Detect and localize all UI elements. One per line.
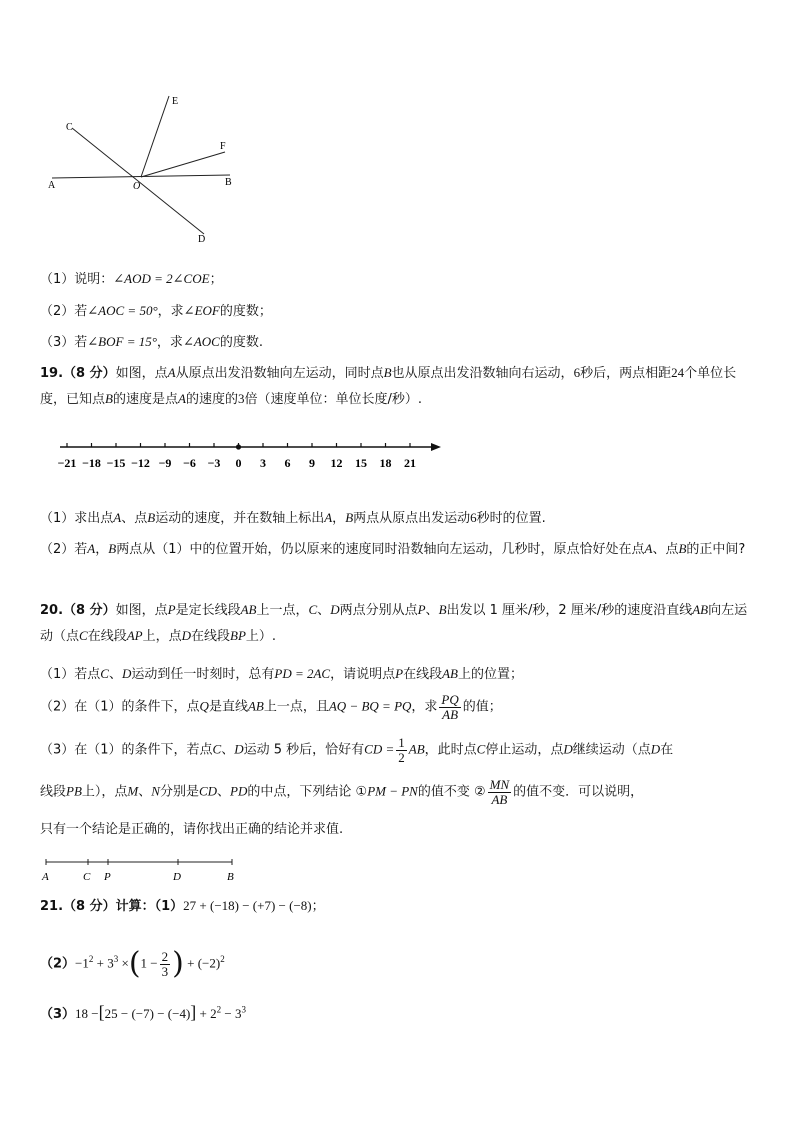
- tick-label: −21: [57, 456, 77, 470]
- q19-part2: （2）若A，B两点从（1）中的位置开始，仍以原来的速度同时沿数轴向左运动，几秒时，原点恰好处在点A、点B的正中间?: [40, 541, 746, 557]
- fraction-pq-ab: $\frac{PQ}{AB}$: [441, 692, 459, 722]
- q19-stem: 19.（8 分）如图，点A从原点出发沿数轴向左运动，同时点B也从原点出发沿数轴向右运动，6秒后，两点相距24个单位长度，已知点B的速度是点A的速度的3倍（速度单位：单位长度/秒）.: [40, 365, 737, 407]
- ray-of: [141, 152, 225, 177]
- fraction-two-thirds: $\frac{2}{3}$: [161, 948, 169, 979]
- seg-label-d: D: [173, 871, 181, 883]
- tick-label: 9: [309, 456, 315, 470]
- tick-label: −12: [131, 456, 150, 470]
- q20-part2: （2）在（1）的条件下，点Q是直线AB上一点，且AQ − BQ = PQ，求 $\frac{PQ}{AB}$ 的值；: [40, 692, 502, 722]
- seg-label-a: A: [42, 871, 49, 883]
- tick-label: −6: [183, 456, 196, 470]
- tick-label: 18: [379, 456, 392, 470]
- fraction-mn-ab: $\frac{MN}{AB}$: [489, 777, 510, 807]
- q21-part1: 21.（8 分）计算：（1）27 + (−18) − (+7) − (−8)；: [40, 898, 325, 914]
- q20-part3-line3: 只有一个结论是正确的，请你找出正确的结论并求值.: [40, 822, 344, 837]
- tick-label: 3: [260, 456, 266, 470]
- q20-part3-line2: 线段PB上），点M、N分别是CD、PD的中点，下列结论 ①PM − PN的值不变 ② $\frac{MN}{AB}$ 的值不变．可以说明，: [40, 777, 644, 807]
- q21-part3: $(3)18 -[25 - (-7) - (-4)] + 2^2 - 3^3$: [40, 1002, 246, 1022]
- q18-part2: （2）若∠AOC = 50°，求∠EOF的度数；: [40, 303, 272, 319]
- tick-label: 12: [330, 456, 343, 470]
- q19-part1: （1）求出点A、点B运动的速度，并在数轴上标出A，B两点从原点出发运动6秒时的位置.: [40, 510, 546, 526]
- label-c: C: [66, 122, 73, 133]
- angle-figure: [40, 88, 250, 248]
- seg-label-b: B: [227, 871, 234, 883]
- label-a: A: [48, 180, 56, 191]
- seg-label-p: P: [104, 871, 111, 883]
- ray-oe: [141, 96, 169, 177]
- math: ∠AOD = 2∠COE: [113, 271, 210, 286]
- label-f: F: [220, 141, 226, 152]
- q21-part2: $(2)-1^2 + 3^3 \times(1$ − $\frac{2}{3}$ ) + $(-2)^2$: [40, 946, 225, 981]
- tick-label: −3: [207, 456, 221, 470]
- tick-label: 0: [235, 456, 242, 470]
- tick-label: 6: [284, 456, 291, 470]
- label-d: D: [198, 234, 206, 245]
- tick-label: −15: [106, 456, 126, 470]
- segment-figure: [40, 852, 250, 886]
- tick-label: −9: [158, 456, 172, 470]
- q20-part3: （3）在（1）的条件下，若点C、D运动 5 秒后，恰好有CD = $\frac{1}{2}$ AB，此时点C停止运动，点D继续运动（点D在: [40, 735, 674, 765]
- seg-label-c: C: [83, 871, 91, 883]
- tick-label: −18: [82, 456, 101, 470]
- q18-part1: （1）说明：∠AOD = 2∠COE；: [40, 271, 223, 287]
- number-line: [55, 436, 450, 476]
- q18-part3: （3）若∠BOF = 15°，求∠AOC的度数.: [40, 334, 263, 350]
- label-o: O: [133, 181, 141, 192]
- tick-label: 15: [355, 456, 367, 470]
- origin-dot: [236, 444, 241, 449]
- fraction-half: $\frac{1}{2}$: [398, 735, 405, 765]
- q20-part1: （1）若点C、D运动到任一时刻时，总有PD = 2AC，请说明点P在线段AB上的位置；: [40, 666, 523, 682]
- q20-stem: 20.（8 分）如图，点P是定长线段AB上一点，C、D两点分别从点P、B出发以 1 厘米/秒，2 厘米/秒的速度沿直线AB向左运动（点C在线段AP上，点D在线段BP上）.: [40, 602, 748, 644]
- label-e: E: [172, 96, 179, 107]
- tick-label: 21: [404, 456, 416, 470]
- label-b: B: [225, 177, 232, 188]
- axis-arrow-icon: [431, 443, 441, 451]
